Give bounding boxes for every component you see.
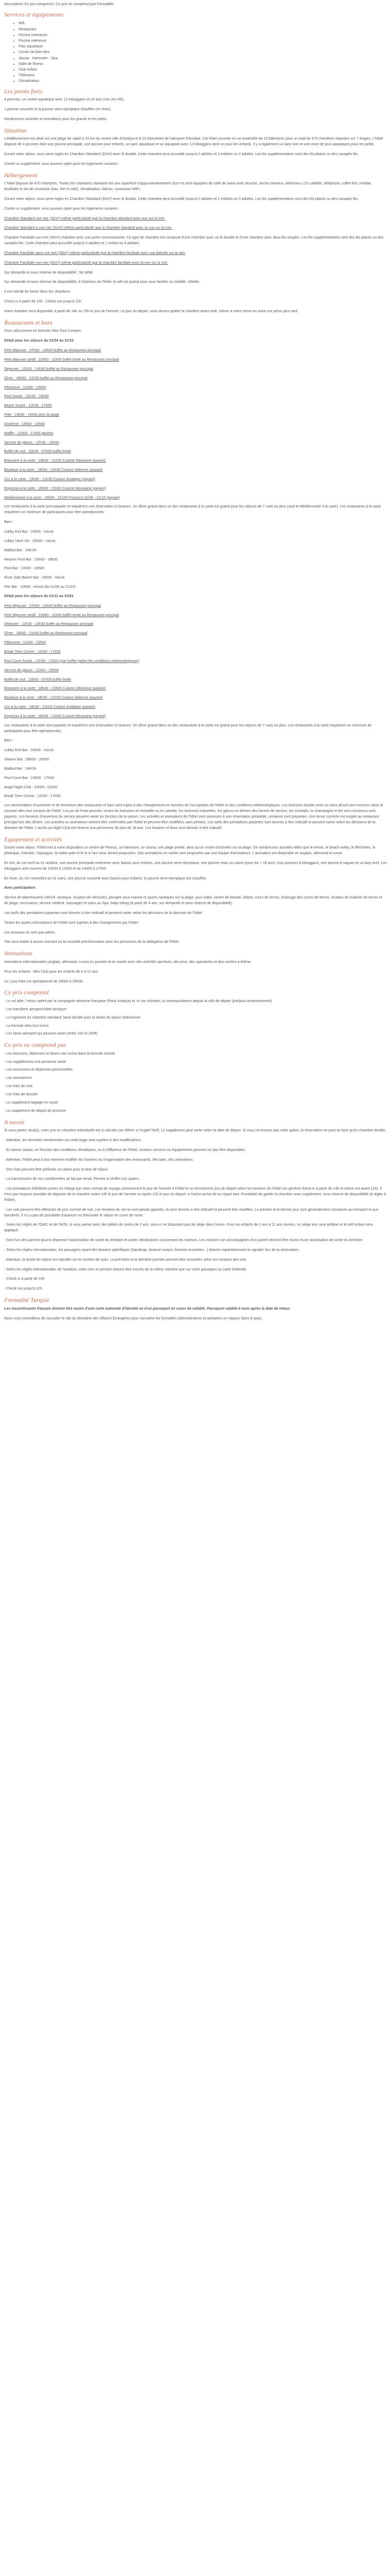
a-savoir-text: - La transmission de vos coordonnées se fait par email. Pensez à vérifier vos spams. — [4, 1177, 140, 1181]
bar-item: Heaven Pool Bar : 10h00 - 18h00 — [4, 557, 58, 562]
schedule-item: Service de glaces : 11h00 - 23h00 — [4, 668, 59, 672]
equipements-subtitle: Avec participation — [4, 886, 36, 890]
points-forts-title: Les points forts — [4, 87, 43, 95]
formalite-title: Formalité Turquie — [4, 1296, 50, 1304]
comprend-list — [4, 999, 387, 1037]
schedule-item: Pide : 13h00 - 16h00 près la plage — [4, 413, 60, 417]
service-item: • Climatisation — [19, 78, 387, 84]
service-item: • Salle de fitness — [19, 61, 387, 67]
hebergement-text: Sur demande et sous réserve de disponibilité : lits bébé — [4, 270, 93, 275]
ne-comprend-item: - Le supplément bagage en soute — [4, 1100, 58, 1105]
schedule-item: Méditerranée à la carte : 19h00 - 21h30 Poissons 01/06 - 21/10 (payant) — [4, 496, 120, 500]
points-forts-text: 1 piscine couverte et la piscine semi-olympique chauffée (en hiver). — [4, 107, 112, 111]
service-item: • Télévision — [19, 73, 387, 78]
comprend-item: - Le logement en chambre standard, base double pour la durée du séjour sélectionné — [4, 1015, 141, 1020]
restaurants-title: Restaurants et bars — [4, 318, 53, 326]
animations-text: Animations internationales (anglais, allemand, russe) en journée et en soirée avec des activités sportives, des jeux, des spectacles et des soirées à thème. — [4, 960, 252, 964]
bar-item: River Side Beach Bar : 10h00 - minuit — [4, 576, 65, 580]
situation-title: Situation — [4, 126, 27, 134]
schedule-item: Pâtisserie : 11h00 - 23h00 — [4, 385, 46, 389]
hebergement-text: Check in à partir de 14h - Check out jusqu'à 12h — [4, 300, 82, 304]
service-item: • Centre de bien-être — [19, 49, 387, 55]
hebergement-text: Durant votre séjour, vous serez logés en Chambre Standard (32m²) avec lit double. Cette chambre peut accueillir jusqu'à 2 adultes et 2 enfants ou 3 adultes. Les lits supplémentaires sont des lits pliants ou des canapés-lits. — [4, 197, 359, 201]
a-savoir-text: - Selon les règles internationales, les passagers ayant des besoins spécifiques (handicap, fauteuil roulant, femmes enceintes...) doivent impérativement le signaler lors de la réservation. — [4, 1248, 300, 1252]
bars-label: Bars : — [4, 739, 14, 743]
comprend-title: Ce prix comprend — [4, 989, 49, 996]
schedule-item: Dîner : 18h30 - 21h00 buffet au Restaurant principal — [4, 632, 88, 636]
schedule-item: Dîner : 19h00 - 21h30 buffet au Restaurant principal — [4, 376, 88, 380]
formalite-text: Les ressortissants français doivent être munis d'une carte nationale d'identité ou d'un passeport en cours de validité. Passeport valable 6 mois après la date de retour. — [4, 1307, 291, 1311]
bar-item: Malibul Bar : 24h/24 — [4, 548, 37, 552]
situation-text: L'établissement est situé sur une plage de sable à 15 km du centre-ville d'Antalya et à 10 kilomètres de l'aéroport d'Antalya. Cet hôtel consiste en un ensemble de 15 bâtiments pour un total de 470 chambres réparties sur 7 étages. L'hôtel dispose de 4 piscines dont une piscine principale, une piscine pour enfants, un parc aquatique et un aquapark avec 12 toboggans dont un pour les enfants. Il y a également un lazy river et une zone de jeux aquatiques pour les petits. — [4, 137, 383, 147]
schedule-item: Espresso à la carte : 19h00 - 21h30 Cuisine Mexicaine (payant) — [4, 486, 106, 490]
schedule-item: Petit déjeuner tardif : 10h00 - 11h00 buffet limité au Restaurant principal — [4, 358, 119, 362]
ne-comprend-item: - Les assurances — [4, 1076, 32, 1080]
season-title: Détail pour les séjours du 01/11 au 31/03 — [4, 594, 74, 598]
schedule-item: Déjeuner : 12h30 - 14h30 buffet au Restaurant principal — [4, 367, 93, 371]
schedule-item: Cici à la carte : 19h00 - 21h30 Cuisine Asiatique (payant) — [4, 477, 95, 481]
schedule-item: Buffet de nuit : 23h30 - 07h00 buffet limité — [4, 450, 71, 454]
a-savoir-text: - Les vols peuvent être effectués de jour comme de nuit. Les horaires de vol ne sont jamais garantis, ils sont donnés à titre indicatif et peuvent être modifiés. Le premier et le dernier jour sont généralement consacrés au transport et aux transferts. Il n'y a pas de possibilité d'avancer ou d'écourter le séjour en cours de route. — [4, 1208, 379, 1217]
equipements-title: Equipement et activités — [4, 835, 62, 843]
situation-text: Contre un supplément, vous pourrez opter pour les logements suivants : — [4, 162, 120, 166]
ne-comprend-item: - Le supplément de départ de province — [4, 1109, 66, 1113]
a-savoir-text: - Selon les règles internationales de l'aviation, votre nom et prénom doivent être inscrits de la même manière que sur votre passeport ou carte d'identité. — [4, 1267, 248, 1272]
equipements-text: Durant votre séjour, l'hôtel met à votre disposition un centre de Fitness, un hammam, un sauna, une plage privée, ainsi qu'un centre d'activités sur la plage. De nombreuses activités telles que le tennis, le beach-volley, le fléchettes, le pétanque, l'aérobic, l'aquagym, le water-polo et le tir à l'arc vous seront proposées. Des animations en soirée sont proposées par une équipe d'animateurs. L'animation est disponible en anglais, allemand et russe. — [4, 846, 376, 855]
ne-comprend-item: - Les boissons, dépenses et diners non inclus dans la formule choisie — [4, 1052, 116, 1056]
schedule-item: Pool Snack : 12h30 - 16h00 — [4, 395, 49, 399]
formalite-text: Nous vous conseillons de consulter le site du Ministère des Affaires Étrangères pour connaître les formalités administratives et sanitaires en vigueur dans le pays. — [4, 1316, 263, 1320]
hebergement-text: Sur demande et sous réserve de disponibilité, à l'intérieur de l'hôtel, le wifi est gratuit pour vous faciliter la mobilité. Hôtelle. — [4, 280, 200, 284]
hebergement-title: Hébergement — [4, 171, 38, 179]
season-title: Détail pour les séjours du 01/04 au 31/10 — [4, 339, 74, 343]
ne-comprend-item: - Les suppléments à la personne seule — [4, 1060, 67, 1064]
services-list — [4, 21, 387, 84]
bar-item: Pool Bar : 10h00 - 18h00 — [4, 567, 44, 571]
schedule-item: Cici à la carte : 18h30 - 21h00 Cuisine Asiatique (payant) — [4, 705, 95, 709]
restaurants-note: Les restaurants à la carte sont payants et requièrent une réservation à l'avance. Un dîner gratuit dans un des restaurants à la carte est gratuit pour les séjours de 7 nuits ou plus (sauf le Méditerranée à la carte). Les restaurants à la carte requièrent un minimum de participants pour être opérationnels. — [4, 505, 381, 515]
service-item: • Wifi — [19, 21, 387, 26]
bar-item: Angel Night Club : 23h00 - 01h00 — [4, 785, 58, 789]
schedule-item: Pool Court Snack : 12h30 - 17h00 (voir buffet (selon les conditions météorologiques) — [4, 659, 139, 663]
bar-item: Vitamin Bar : 09h00 - 20h00 — [4, 758, 50, 762]
schedule-item: Boutique à la carte : 18h30 - 21h00 Cuisine Italienne (payant) — [4, 696, 103, 700]
restaurants-intro: Vous séjournerez en formule Ultra Tout Compris — [4, 329, 81, 333]
equipements-text: *Ne sous-traiter à aucun moment ou la nouvelle préréservation avec les personnes de la délégation de l'hôtel. — [4, 940, 180, 944]
comprend-item: - Les taxes aéroport qui peuvent varier (entre 100 et 200€) — [4, 1032, 98, 1036]
animations-text: Pour les enfants : Mini Club pour les enfants de 4 à 12 ans. — [4, 970, 99, 974]
bar-item: Pier Bar : 10h00 - minuit (du 01/06 au 21/10) — [4, 585, 76, 589]
ne-comprend-title: Ce prix ne comprend pas — [4, 1041, 67, 1049]
tabs-breadcrumb[interactable]: Description/ Ce prix comprend / Ce prix ne comprend pas Formalités — [4, 3, 114, 6]
a-savoir-title: A savoir — [4, 1118, 25, 1126]
room-type: Chambre Standard à vue mer (32m²) même particularité que la chambre standard avec la vue sur la mer. — [4, 226, 172, 230]
a-savoir-text: - Selon les règles de l'OACI et de l'IATA, si vous partez avec des bébés de moins de 2 ans, ceux-ci ne disposent pas de siège dans l'avion. Pour les enfants de 2 ans à 11 ans révolus, un siège leur sera attribué et le tarif enfant sera appliqué. — [4, 1223, 373, 1233]
comprend-item: - Les transferts aéroport-hôtel-aéroport — [4, 1007, 67, 1011]
equipements-text: En été, du 1er avril au 31 octobre, une piscine principale extérieure avec bassin pour enfants, une piscine semi-olympique, une piscine relax ou calme (pour les + 18 ans), trois piscines à toboggans, une piscine à vagues et un lazy river. Les toboggans sont ouverts de 10h00 à 12h00 et de 14h00 à 17h00. — [4, 861, 387, 871]
bar-item: Lobby Exit Bar : 10h00 - minuit — [4, 530, 54, 534]
schedule-item: Beach Snack : 12h30 - 17h00 — [4, 404, 52, 408]
winter-schedule — [4, 604, 387, 720]
bar-item: Malibul Bar : 24h/24 — [4, 767, 37, 771]
bars-label: Bars : — [4, 520, 14, 524]
a-savoir-text: - Check in à partir de 14h — [4, 1277, 45, 1281]
room-type: Chambre Familiale vue mer (40m²) chambre avec une porte communicante. Ce type de chambre est composé d'une chambre avec un lit double et d'une chambre avec deux lits simples. Les lits supplémentaires sont des lits pliants ou des canapés-lits. Cette chambre peut accueillir jusqu'à 3 adultes et 1 enfant ou 4 adultes. — [4, 236, 384, 246]
schedule-item: Waffle : 12h00 - 17h00 gaufres — [4, 431, 54, 435]
schedule-item: Brasserie à la carte : 19h00 - 21h30 Cuisine Ottomane (payant) — [4, 459, 106, 463]
schedule-item: Petit déjeuner tardif : 10h00 - 11h00 buffet limité au Restaurant principal — [4, 613, 119, 617]
animations-text: Le Luna Park est opérationnel de 10h00 à 20h00. — [4, 979, 84, 984]
services-title: Services et équipements — [4, 10, 63, 18]
hebergement-text: L'hôtel dispose de 470 chambres. Toutes les chambres standard ont une superficie d'approximativement 32m² et sont équipées de salle de bains avec douche, sèche-cheveux, télévision LCD satellite, téléphone, coffre-fort, minibar, bouilloire et set de courtoisie (eau, thé et café), climatisation, balcon, connexion WIFI. — [4, 182, 372, 192]
schedule-item: Buffet de nuit : 23h00 - 07h00 buffet limité — [4, 677, 71, 682]
schedule-item: Service de glaces : 12h30 - 16h00 — [4, 440, 59, 445]
a-savoir-text: Si vous partez seul(e), votre prix en chambre individuelle est à calculer (se référer à l'onglet Tarif). Le supplément peut varier selon la date de départ. Si vous ne trouvez pas cette option, la réservation ne peut se faire qu'en chambre double. — [4, 1129, 386, 1133]
bar-item: Lobby Exit Bar : 10h00 - minuit — [4, 749, 54, 753]
ne-comprend-item: - Les frais de dossier — [4, 1093, 38, 1096]
a-savoir-text: - Check out jusqu'à 12h — [4, 1287, 42, 1291]
schedule-item: Boutique à la carte : 19h00 - 21h30 Cuisine Italienne (payant) — [4, 468, 103, 472]
summer-bars — [4, 530, 387, 590]
a-savoir-text: - Seul l'un des parents pourra dispenser l'autorisation de sortie du territoire et autres déclarations concernant les mineurs. Les mineurs non accompagnés d'un parent doivent être munis d'une autorisation de sortie du territoire. — [4, 1239, 364, 1243]
restaurants-note: Les restaurants à la carte sont payants et requièrent une réservation à l'avance. Un dîner gratuit dans un des restaurants à la carte est gratuit pour les séjours de 7 nuits ou plus. Les restaurants à la carte requièrent un minimum de participants pour être opérationnels. — [4, 723, 372, 733]
comprend-item: - La formule ultra tout inclus — [4, 1024, 49, 1028]
service-item: • Piscine extérieure — [19, 32, 387, 38]
a-savoir-text: - Attention, les données mentionnées sur cette page sont sujettes à des modifications. — [4, 1138, 142, 1142]
hebergement-text: Contre un supplément, vous pourrez opter pour les logements suivants : — [4, 207, 120, 211]
room-type: Chambre Familiale vue mer (40m²) même particularité que la chambre familiale avec la vue sur la mer. — [4, 261, 168, 265]
bar-item: Pool Court Bar : 10h00 - 17h00 — [4, 776, 54, 780]
a-savoir-text: - Attention, l'hôtel peut à tout moment modifier les horaires ou l'organisation des restaurants, des bars, des animations. — [4, 1158, 194, 1162]
schedule-item: Espresso à la carte : 18h30 - 21h00 Cuisine Mexicaine (payant) — [4, 714, 106, 718]
room-type: Chambre Familiale sans vue mer (50m²) même particularité que la chambre familiale avec vue latérale sur la mer. — [4, 251, 186, 255]
restaurants-footer: Les heures/dates d'ouverture et de fermeture des restaurants et bars sont sujets à des changements en fonction de l'occupation de l'hôtel et des conditions météorologiques. Les boissons locales avec ou sans alcool sont incluses selon le concept ultra tout compris de l'hôtel. Les jus de fruits pressés, toutes les boissons en bouteille ou en canette, les boissons importées, les glaces en dehors des heures de service, les cocktails, le champagne et les vins mousseux sont payants. Les horaires d'ouverture du service peuvent varier en fonction de la saison. Les activités et animations de l'hôtel sont soumises à une réservation préalable, certaines sont payantes. Une tenue correcte est exigée au restaurant principal lors des dîners. Les activités ou animations doivent être confirmées par l'hôtel et peuvent être modifiées sans préavis. Les tarifs des prestations payantes sont donnés à titre indicatif et peuvent varier selon les décisions de la direction de l'hôtel. L'accès au Night Club est réservé aux personnes de plus de 18 ans. Les horaires et lieux sont donnés à titre indicatif. — [4, 804, 383, 830]
points-forts-text: Nombreuses activités et animations pour les grands et les petits. — [4, 117, 107, 121]
schedule-item: Déjeuner : 12h30 - 14h30 buffet au Restaurant principal — [4, 622, 93, 626]
ne-comprend-item: - Les frais de visa — [4, 1084, 32, 1089]
service-item: • Sauna - Hammam - Spa — [19, 56, 387, 61]
equipements-text: Service de blanchisserie 24h/24, boutique, location de véhicules, plongée sous-marine et sports nautiques sur la plage, jeux vidéo, centre de beauté, billard, cours de tennis, éclairage des courts de tennis, location de matériel de tennis et de plage, excursions, service médical, massages et soins au Spa, baby-sitting (à partir de 4 ans, sur demande et sous réserve de disponibilité). — [4, 896, 382, 906]
equipements-text: Toutes les autres informations de l'hôtel sont sujettes à des changements par l'hôtel. — [4, 921, 139, 925]
schedule-item: Break Time Corner : 11h00 - 17h00 — [4, 650, 61, 654]
ne-comprend-item: - Les excursions et dépenses personnelles — [4, 1068, 73, 1072]
situation-text: Durant votre séjour, vous serez logés en Chambre Standard (32m²) avec lit double. Cette chambre peut accueillir jusqu'à 2 adultes et 2 enfants ou 3 adultes. Les lits supplémentaires sont des lits pliants ou des canapés-lits. — [4, 152, 359, 156]
a-savoir-text: - Les prestations hôtelières prises en charge par votre contrat de voyage commencent le jour de l'arrivée à l'hôtel et se terminent le jour du départ selon les horaires de l'hôtel (en général check-in à partir de 14h et check-out avant 12h). Il n'est pas toujours possible de disposer de la chambre avant 14h le jour de l'arrivée ou après 12h le jour du départ, si l'avion arrive tôt ou repart tard. Possibilité de garder la chambre avec supplément, sous réserve de disponibilité (à régler à l'hôtel). — [4, 1187, 386, 1202]
comprend-item: - Le vol aller / retour opéré par la compagnie aérienne française (Paris-Antalya) et, le cas échéant, la correspondance depuis la ville de départ (pré/post acheminement) — [4, 999, 272, 1003]
animations-title: Animations — [4, 950, 32, 957]
equipements-text: Les animaux ne sont pas admis. — [4, 930, 56, 935]
hebergement-text: Il est interdit de fumer dans les chambres. — [4, 290, 71, 294]
service-item: • Club enfant — [19, 67, 387, 73]
points-forts-text: 4 piscines, un centre aquatique avec 12 toboggans et un lazy river (en été). — [4, 98, 125, 102]
schedule-item: Gözleme : 14h00 - 16h00 — [4, 422, 45, 426]
service-item: • Restaurant — [19, 27, 387, 32]
service-item: • Parc aquatique — [19, 44, 387, 49]
winter-bars — [4, 748, 387, 800]
equipements-text: En hiver, du 1er novembre au 31 mars, une piscine couverte avec bassin pour enfants, le piscine semi-olympique est chauffée. — [4, 876, 207, 880]
service-item: • Piscine intérieure — [19, 38, 387, 44]
room-type: Chambre Standard vue mer (32m²) même particularité que la chambre standard avec vue sur la mer. — [4, 216, 166, 221]
schedule-item: Pâtisserie : 11h00 - 23h00 — [4, 641, 46, 645]
bar-item: Break Time Corner : 11h00 - 17h00 — [4, 794, 61, 799]
schedule-item: Petit déjeuner : 07h00 - 10h00 buffet au Restaurant principal — [4, 604, 101, 608]
schedule-item: Brasserie à la carte : 18h30 - 21h00 Cuisine Ottomane (payant) — [4, 687, 106, 691]
schedule-item: Petit déjeuner : 07h00 - 10h00 buffet au Restaurant principal — [4, 349, 101, 353]
hebergement-text: Votre chambre sera disponible à partir de 14h ou 15h le jour de l'arrivée. Le jour du départ, vous devrez quitter la chambre avant midi, même si votre retour en avion est prévu plus tard. — [4, 310, 299, 313]
summer-schedule — [4, 348, 387, 501]
a-savoir-text: - En basse saison, en fonction des conditions climatiques, ou à l'affluence de l'hôtel, certains services ou équipements peuvent ne pas être disponibles. — [4, 1148, 246, 1152]
bar-item: Lobby Vient Vie : 16h00 - minuit — [4, 539, 55, 543]
a-savoir-text: - Attention, la durée du séjour est calculée sur le nombre de nuits. La première et la dernière journée peuvent être écourtées selon les horaires des vols. — [4, 1258, 247, 1262]
ne-comprend-list — [4, 1052, 387, 1114]
a-savoir-text: - Des frais peuvent être prélevés sur place pour la taxe de séjour. — [4, 1167, 109, 1172]
equipements-text: Les tarifs des prestations payantes sont donnés à titre indicatif et peuvent varier selon les décisions de la direction de l'hôtel. — [4, 911, 203, 915]
